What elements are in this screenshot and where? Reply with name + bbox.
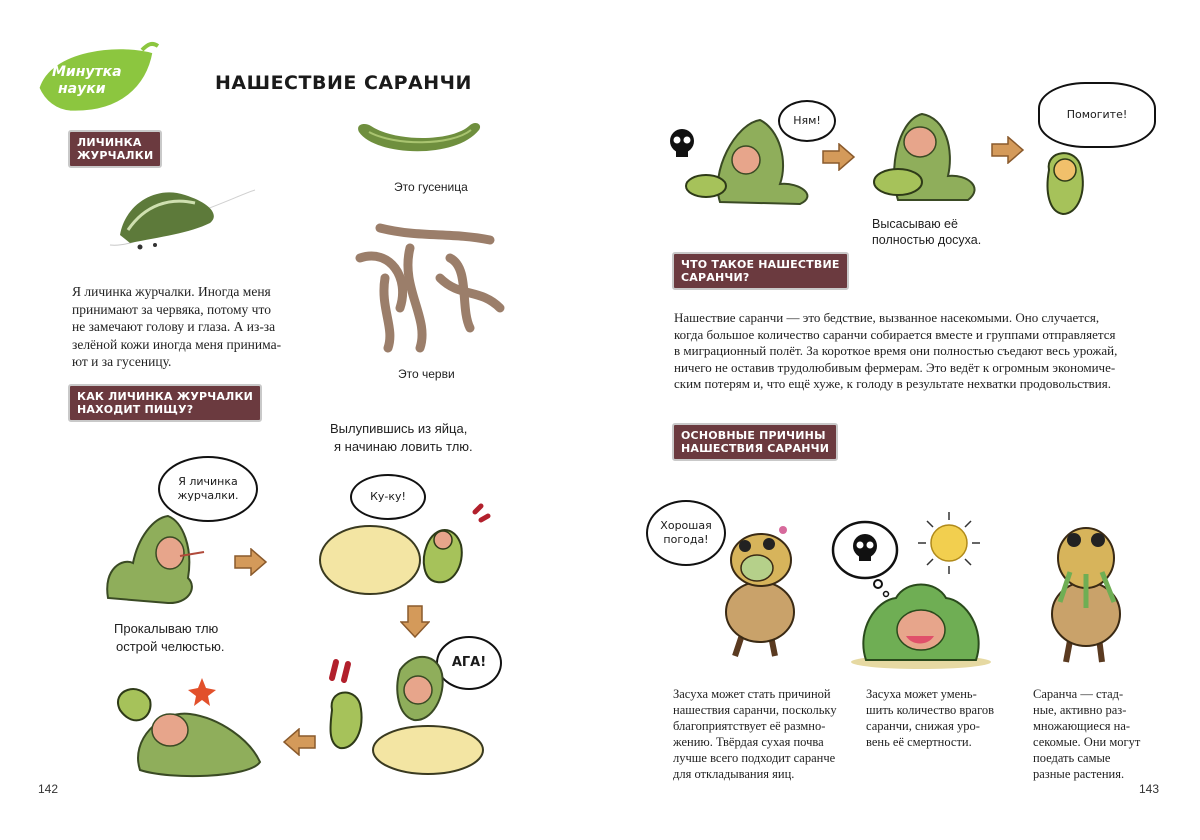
arrow-right-icon — [990, 136, 1024, 164]
aphid-scared-character — [1025, 140, 1105, 218]
larva-description: Я личинка журчалки. Иногда меня принимают за червяка, потому что не замечают голову и глаза. А из-за зелёной кожи иногда меня принима- ют и за гусеницу. — [72, 284, 282, 369]
hatch-caption: Вылупившись из яйца, я начинаю ловить тлю. — [330, 421, 473, 454]
speech-bubble-larva: Я личинка журчалки. — [158, 456, 258, 522]
badge-line1: Минутка — [52, 64, 122, 80]
speech-bubble-nyam: Ням! — [778, 100, 836, 142]
larva-sucking-scene — [858, 100, 988, 210]
invasion-description: Нашествие саранчи — это бедствие, вызванное насекомыми. Оно случается, когда большое количество саранчи собирается вместе и группами отправляется в миграционный полёт. За короткое время они полностью съедают весь урожай, ничего не оставив трудолюбивым фермерам. Это ведёт к огромным экономиче- ским потерям и, что ещё хуже, к голоду в результате нехватки продовольствия. — [674, 310, 1118, 391]
cause-fewer-enemies: Засуха может умень- шить количество врагов саранчи, снижая уро- вень её смертности. — [866, 687, 995, 749]
worms-photo — [340, 218, 510, 358]
caterpillar-photo — [355, 112, 485, 172]
page-title: НАШЕСТВИЕ САРАНЧИ — [215, 72, 472, 94]
tag-larva: ЛИЧИНКА ЖУРЧАЛКИ — [68, 130, 162, 168]
science-minute-badge — [30, 40, 160, 120]
pierce-caption: Прокалываю тлю острой челюстью. — [114, 621, 225, 654]
speech-bubble-aga: АГА! — [436, 636, 502, 690]
larva-eats-aphid-scene — [318, 650, 498, 778]
tag-how-finds-food: КАК ЛИЧИНКА ЖУРЧАЛКИ НАХОДИТ ПИЩУ? — [68, 384, 262, 422]
sun-icon — [914, 508, 984, 578]
locust-happy-character — [705, 516, 820, 666]
arrow-right-icon — [821, 143, 855, 171]
arrow-down-icon — [400, 604, 430, 638]
arrow-left-icon — [283, 728, 317, 756]
suck-caption: Высасываю её полностью досуха. — [872, 217, 982, 247]
larva-grabs-aphid-scene — [680, 112, 820, 207]
caterpillar-caption: Это гусеница — [394, 180, 468, 194]
page-number-right: 143 — [1139, 782, 1160, 796]
egg-and-larva-scene — [315, 500, 495, 600]
frog-character — [846, 570, 996, 670]
cause-herd-insects: Саранча — стад- ные, активно раз- множающиеся на- секомые. Они могут поедать самые разные растения. — [1033, 687, 1141, 781]
speech-bubble-help: Помогите! — [1038, 82, 1156, 148]
larva-attack-scene — [100, 670, 270, 782]
cause-drought-breeding: Засуха может стать причиной нашествия саранчи, поскольку благоприятствует её размно- жению. Твёрдая сухая почва лучше всего подходит саранче для откладывания яиц. — [673, 687, 837, 781]
speech-bubble-good-weather: Хорошая погода! — [646, 500, 726, 566]
locust-eating-character — [1030, 512, 1150, 670]
page-number-left: 142 — [38, 782, 59, 796]
tag-what-is-invasion: ЧТО ТАКОЕ НАШЕСТВИЕ САРАНЧИ? — [672, 252, 849, 290]
larva-character — [98, 508, 213, 608]
tag-main-causes: ОСНОВНЫЕ ПРИЧИНЫ НАШЕСТВИЯ САРАНЧИ — [672, 423, 838, 461]
arrow-right-icon — [233, 548, 267, 576]
badge-line2: науки — [58, 81, 106, 97]
worms-caption: Это черви — [398, 367, 455, 381]
speech-bubble-kuku: Ку-ку! — [350, 474, 426, 520]
larva-photo — [100, 175, 260, 275]
